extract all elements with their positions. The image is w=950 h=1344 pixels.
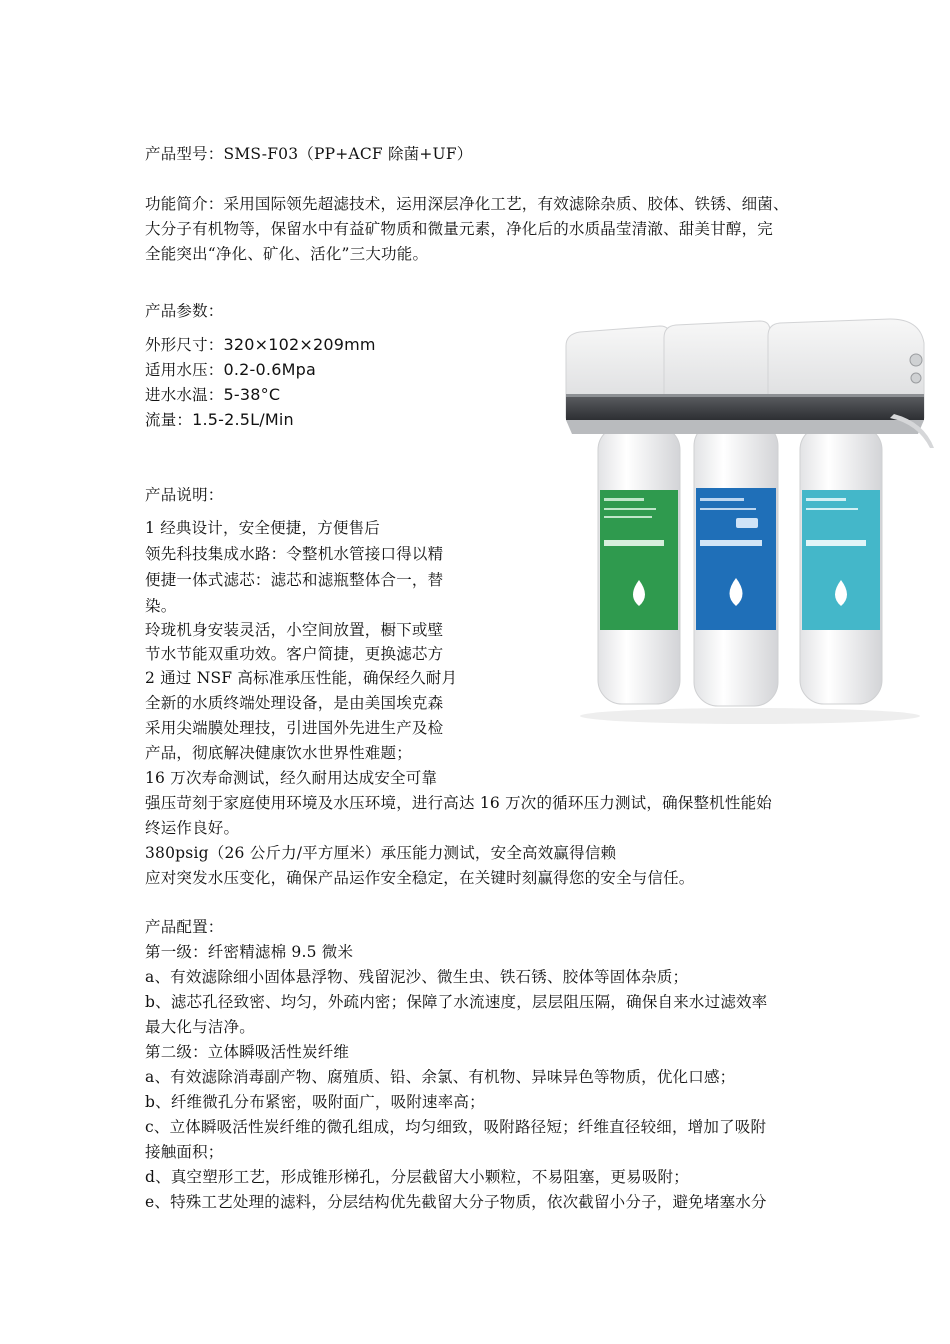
filter-cartridge-green <box>598 426 680 704</box>
config-line: c、立体瞬吸活性炭纤维的微孔组成，均匀细致，吸附路径短；纤维直径较细，增加了吸附 <box>145 1118 767 1136</box>
desc-line: 染。 <box>145 597 177 615</box>
intro-line: 功能简介：采用国际领先超滤技术，运用深层净化工艺，有效滤除杂质、胶体、铁锈、细菌、 <box>145 195 789 213</box>
filter-cartridge-blue <box>694 422 778 706</box>
desc-line: 1 经典设计，安全便捷，方便售后 <box>145 519 380 537</box>
config-heading: 产品配置： <box>145 918 224 936</box>
desc-heading: 产品说明： <box>145 486 224 504</box>
desc-line: 16 万次寿命测试，经久耐用达成安全可靠 <box>145 769 438 787</box>
desc-line: 应对突发水压变化，确保产品运作安全稳定，在关键时刻赢得您的安全与信任。 <box>145 869 695 887</box>
top-housing <box>566 319 934 448</box>
desc-line: 产品，彻底解决健康饮水世界性难题； <box>145 744 412 762</box>
desc-line: 全新的水质终端处理设备，是由美国埃克森 <box>145 694 444 712</box>
model-line: 产品型号：SMS-F03（PP+ACF 除菌+UF） <box>145 145 473 163</box>
param-label: 适用水压： <box>145 361 224 379</box>
param-row <box>145 385 280 405</box>
param-value: 5-38°C <box>223 385 281 404</box>
desc-line: 强压苛刻于家庭使用环境及水压环境，进行高达 16 万次的循环压力测试，确保整机性能始 <box>145 794 772 812</box>
desc-line: 玲珑机身安装灵活，小空间放置，橱下或壁 <box>145 621 444 639</box>
config-line: b、纤维微孔分布紧密，吸附面广，吸附速率高； <box>145 1093 485 1111</box>
param-row <box>145 335 376 355</box>
desc-line: 节水节能双重功效。客户简捷，更换滤芯方 <box>145 645 444 663</box>
config-line: a、有效滤除细小固体悬浮物、残留泥沙、微生虫、铁石锈、胶体等固体杂质； <box>145 968 689 986</box>
filter-cartridge-cyan <box>800 426 882 704</box>
config-line: e、特殊工艺处理的滤料，分层结构优先截留大分子物质，依次截留小分子，避免堵塞水分 <box>145 1193 767 1211</box>
params-heading: 产品参数： <box>145 302 224 320</box>
param-row <box>145 410 294 430</box>
desc-line: 终运作良好。 <box>145 819 240 837</box>
config-line: 接触面积； <box>145 1143 224 1161</box>
water-purifier-image <box>560 318 942 726</box>
desc-line: 领先科技集成水路：令整机水管接口得以精 <box>145 545 444 563</box>
desc-line: 采用尖端膜处理技，引进国外先进生产及检 <box>145 719 444 737</box>
config-line: a、有效滤除消毒副产物、腐殖质、铅、余氯、有机物、异味异色等物质，优化口感； <box>145 1068 736 1086</box>
config-line: 最大化与洁净。 <box>145 1018 255 1036</box>
config-line: b、滤芯孔径致密、均匀，外疏内密；保障了水流速度，层层阻压隔，确保自来水过滤效率 <box>145 993 768 1011</box>
config-line: 第一级：纤密精滤棉 9.5 微米 <box>145 943 354 961</box>
param-label: 外形尺寸： <box>145 336 224 354</box>
param-value: 320×102×209mm <box>223 335 376 354</box>
intro-line: 大分子有机物等，保留水中有益矿物质和微量元素，净化后的水质晶莹清澈、甜美甘醇，完 <box>145 220 774 238</box>
intro-line: 全能突出“净化、矿化、活化”三大功能。 <box>145 245 429 263</box>
desc-line: 2 通过 NSF 高标准承压性能，确保经久耐月 <box>145 669 458 687</box>
param-value: 1.5-2.5L/Min <box>192 410 294 429</box>
param-label: 进水水温： <box>145 386 224 404</box>
param-label: 流量： <box>145 411 193 429</box>
param-value: 0.2-0.6Mpa <box>223 360 316 379</box>
param-row <box>145 360 316 380</box>
config-line: 第二级：立体瞬吸活性炭纤维 <box>145 1043 350 1061</box>
config-line: d、真空塑形工艺，形成锥形梯孔，分层截留大小颗粒，不易阻塞，更易吸附； <box>145 1168 689 1186</box>
desc-line: 便捷一体式滤芯：滤芯和滤瓶整体合一，替 <box>145 571 444 589</box>
desc-line: 380psig（26 公斤力/平方厘米）承压能力测试，安全高效赢得信赖 <box>145 844 617 862</box>
